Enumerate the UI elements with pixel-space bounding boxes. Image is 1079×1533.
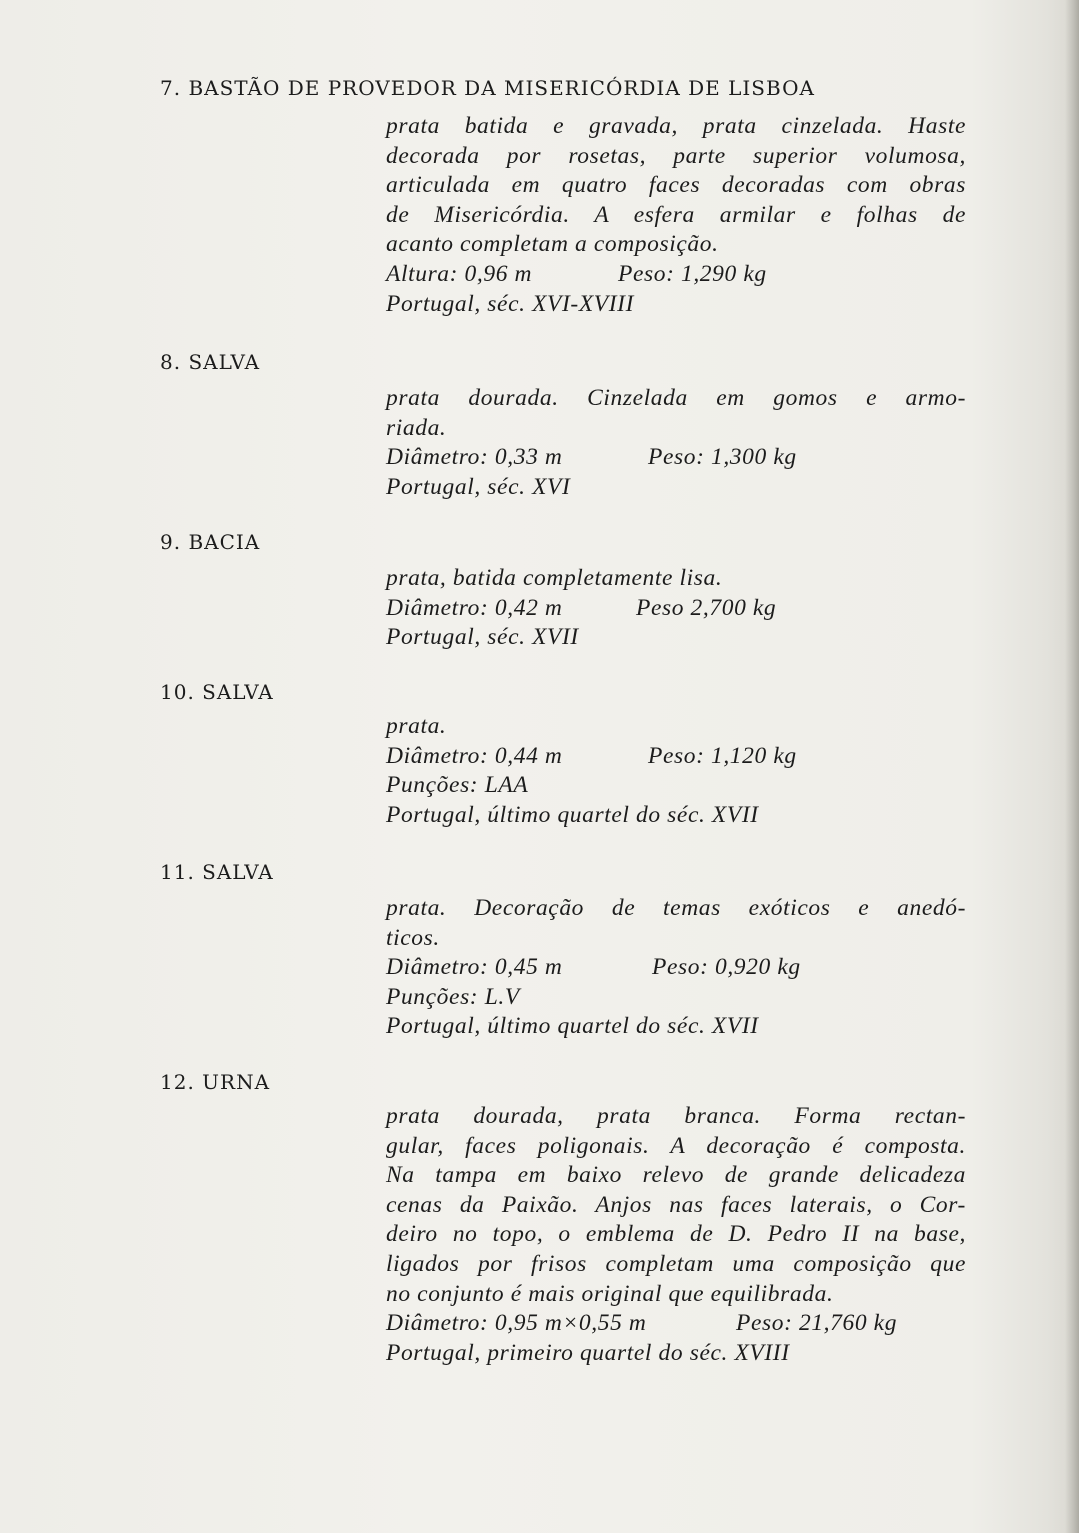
- description-line: articulada em quatro faces decoradas com obras: [386, 172, 966, 199]
- origin: Portugal, séc. XVI-XVIII: [386, 290, 635, 317]
- measurements: [386, 742, 966, 772]
- weight: Peso: 1,290 kg: [618, 260, 767, 287]
- description-line: no conjunto é mais original que equilibrada.: [386, 1280, 834, 1307]
- description-line: prata. Decoração de temas exóticos e anedó-: [386, 895, 966, 921]
- description-line: prata dourada. Cinzelada em gomos e armo-: [386, 385, 966, 411]
- weight: Peso: 1,300 kg: [648, 444, 797, 471]
- dimension: Diâmetro: 0,95 m×0,55 m: [386, 1310, 647, 1337]
- origin: Portugal, último quartel do séc. XVII: [386, 1013, 759, 1040]
- dimension: Diâmetro: 0,42 m: [386, 594, 563, 621]
- measurements: [386, 260, 966, 290]
- description-line: prata.: [386, 713, 447, 739]
- hallmarks: Punções: LAA: [386, 772, 529, 799]
- entry-heading: 9. BACIA: [160, 530, 261, 554]
- weight: Peso: 1,120 kg: [648, 742, 797, 769]
- entry-description: [386, 384, 966, 502]
- description-line: decorada por rosetas, parte superior volumosa,: [386, 142, 966, 169]
- measurements: [386, 594, 966, 624]
- dimension: Diâmetro: 0,44 m: [386, 742, 563, 769]
- origin: Portugal, séc. XVI: [386, 473, 571, 500]
- origin: Portugal, primeiro quartel do séc. XVIII: [386, 1339, 790, 1366]
- dimension: Diâmetro: 0,45 m: [386, 954, 563, 981]
- measurements: [386, 1309, 966, 1339]
- entry-description: [386, 1102, 966, 1368]
- entry-description: [386, 894, 966, 1042]
- description-line: Na tampa em baixo relevo de grande delicadeza: [386, 1162, 966, 1189]
- entry-heading: 8. SALVA: [160, 350, 261, 374]
- description-line: ticos.: [386, 924, 440, 951]
- entry-description: [386, 112, 966, 319]
- description-line: deiro no topo, o emblema de D. Pedro II na base,: [386, 1221, 966, 1248]
- measurements: [386, 443, 966, 473]
- description-line: prata batida e gravada, prata cinzelada. Haste: [386, 113, 966, 139]
- weight: Peso: 0,920 kg: [652, 954, 801, 981]
- weight: Peso: 21,760 kg: [736, 1310, 898, 1337]
- description-line: de Misericórdia. A esfera armilar e folhas de: [386, 201, 966, 228]
- dimension: Diâmetro: 0,33 m: [386, 444, 563, 471]
- entry-heading: 7. BASTÃO DE PROVEDOR DA MISERICÓRDIA DE LISBOA: [160, 76, 815, 100]
- entry-description: [386, 564, 966, 653]
- weight: Peso 2,700 kg: [636, 594, 777, 621]
- description-line: gular, faces poligonais. A decoração é composta.: [386, 1132, 966, 1159]
- dimension: Altura: 0,96 m: [386, 260, 533, 287]
- description-line: ligados por frisos completam uma composição que: [386, 1250, 966, 1277]
- hallmarks: Punções: L.V: [386, 983, 520, 1010]
- entry-description: [386, 712, 966, 830]
- entry-heading: 11. SALVA: [160, 860, 274, 884]
- description-line: cenas da Paixão. Anjos nas faces laterais, o Cor-: [386, 1191, 966, 1218]
- origin: Portugal, último quartel do séc. XVII: [386, 801, 759, 828]
- description-line: riada.: [386, 414, 447, 441]
- origin: Portugal, séc. XVII: [386, 624, 579, 651]
- description-line: prata, batida completamente lisa.: [386, 565, 723, 591]
- entry-heading: 12. URNA: [160, 1070, 271, 1094]
- measurements: [386, 953, 966, 983]
- description-line: acanto completam a composição.: [386, 231, 719, 258]
- description-line: prata dourada, prata branca. Forma rectan-: [386, 1103, 966, 1129]
- entry-heading: 10. SALVA: [160, 680, 274, 704]
- page-edge-shadow: [1065, 0, 1079, 1533]
